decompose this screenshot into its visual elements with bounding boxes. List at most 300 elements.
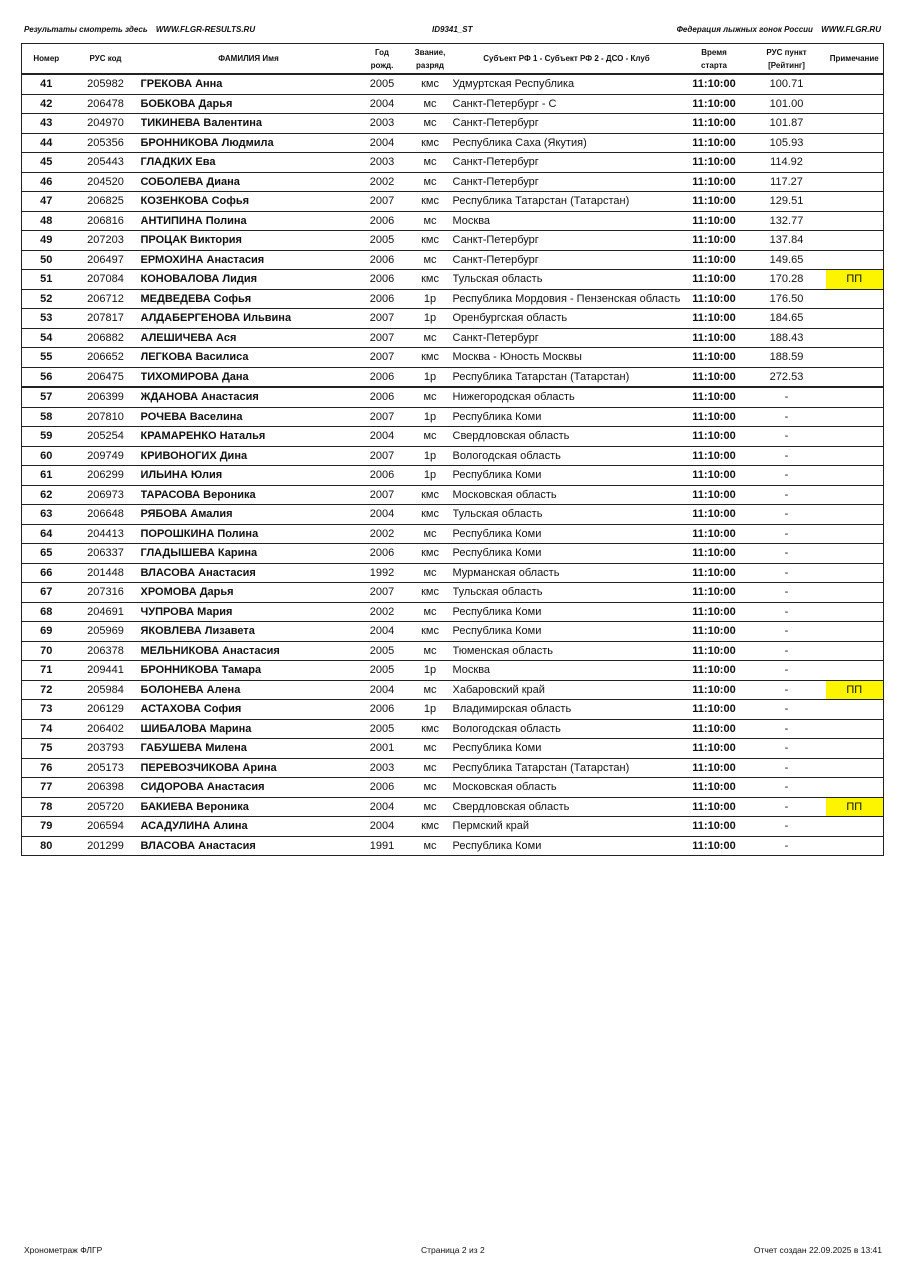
- note: [826, 739, 884, 759]
- birth-year: 2002: [357, 524, 408, 544]
- rus-code: 209441: [71, 661, 141, 681]
- athlete-name: ШИБАЛОВА Марина: [141, 719, 357, 739]
- rating-points: -: [748, 836, 826, 856]
- start-time: 11:10:00: [681, 328, 748, 348]
- athlete-region: Республика Саха (Якутия): [453, 133, 681, 153]
- athlete-number: 53: [22, 309, 71, 329]
- table-row: [22, 250, 884, 270]
- athlete-name: ВЛАСОВА Анастасия: [141, 836, 357, 856]
- start-time: 11:10:00: [681, 231, 748, 251]
- birth-year: 2006: [357, 289, 408, 309]
- athlete-rank: мс: [408, 739, 453, 759]
- note: [826, 367, 884, 387]
- rating-points: 117.27: [748, 172, 826, 192]
- rating-points: 105.93: [748, 133, 826, 153]
- rating-points: 101.00: [748, 94, 826, 114]
- athlete-region: Республика Коми: [453, 466, 681, 486]
- note: [826, 289, 884, 309]
- athlete-region: Тульская область: [453, 583, 681, 603]
- start-time: 11:10:00: [681, 407, 748, 427]
- athlete-name: ПРОЦАК Виктория: [141, 231, 357, 251]
- col-header-code: РУС код: [71, 44, 141, 75]
- birth-year: 2007: [357, 583, 408, 603]
- athlete-number: 79: [22, 817, 71, 837]
- table-row: [22, 367, 884, 387]
- start-time: 11:10:00: [681, 153, 748, 173]
- athlete-rank: кмс: [408, 192, 453, 212]
- footer-timing: Хронометраж ФЛГР: [24, 1245, 103, 1255]
- athlete-rank: кмс: [408, 505, 453, 525]
- athlete-number: 77: [22, 778, 71, 798]
- rus-code: 205720: [71, 797, 141, 817]
- table-row: [22, 524, 884, 544]
- athlete-name: ГРЕКОВА Анна: [141, 74, 357, 94]
- note: [826, 211, 884, 231]
- note: [826, 485, 884, 505]
- start-time: 11:10:00: [681, 250, 748, 270]
- athlete-region: Московская область: [453, 778, 681, 798]
- start-time: 11:10:00: [681, 466, 748, 486]
- start-time: 11:10:00: [681, 836, 748, 856]
- start-time: 11:10:00: [681, 485, 748, 505]
- table-row: [22, 700, 884, 720]
- athlete-name: БРОННИКОВА Тамара: [141, 661, 357, 681]
- note: ПП: [826, 270, 884, 290]
- athlete-rank: мс: [408, 387, 453, 407]
- rus-code: 206299: [71, 466, 141, 486]
- athlete-rank: 1р: [408, 407, 453, 427]
- col-header-rank: Звание, разряд: [408, 44, 453, 75]
- federation-url-link[interactable]: WWW.FLGR.RU: [821, 25, 881, 34]
- note: [826, 348, 884, 368]
- note: [826, 250, 884, 270]
- athlete-region: Санкт-Петербург: [453, 328, 681, 348]
- athlete-region: Санкт-Петербург: [453, 153, 681, 173]
- athlete-name: ТИКИНЕВА Валентина: [141, 114, 357, 134]
- athlete-name: ЕРМОХИНА Анастасия: [141, 250, 357, 270]
- athlete-number: 56: [22, 367, 71, 387]
- birth-year: 2005: [357, 74, 408, 94]
- athlete-name: ГЛАДКИХ Ева: [141, 153, 357, 173]
- athlete-name: ЛЕГКОВА Василиса: [141, 348, 357, 368]
- start-time: 11:10:00: [681, 94, 748, 114]
- note: [826, 94, 884, 114]
- athlete-name: РЯБОВА Амалия: [141, 505, 357, 525]
- birth-year: 2003: [357, 153, 408, 173]
- rating-points: -: [748, 739, 826, 759]
- rus-code: 206337: [71, 544, 141, 564]
- birth-year: 2006: [357, 544, 408, 564]
- birth-year: 2006: [357, 466, 408, 486]
- rus-code: 205173: [71, 758, 141, 778]
- table-row: [22, 797, 884, 817]
- rating-points: 188.59: [748, 348, 826, 368]
- athlete-name: КОНОВАЛОВА Лидия: [141, 270, 357, 290]
- note: [826, 563, 884, 583]
- rating-points: -: [748, 544, 826, 564]
- athlete-number: 71: [22, 661, 71, 681]
- start-time: 11:10:00: [681, 563, 748, 583]
- rating-points: -: [748, 583, 826, 603]
- athlete-rank: 1р: [408, 466, 453, 486]
- athlete-rank: 1р: [408, 367, 453, 387]
- rus-code: 205969: [71, 622, 141, 642]
- rus-code: 204691: [71, 602, 141, 622]
- rating-points: -: [748, 641, 826, 661]
- table-row: [22, 446, 884, 466]
- federation-name: Федерация лыжных гонок России: [676, 25, 813, 34]
- athlete-name: ТИХОМИРОВА Дана: [141, 367, 357, 387]
- rating-points: -: [748, 602, 826, 622]
- athlete-region: Республика Коми: [453, 602, 681, 622]
- athlete-name: СИДОРОВА Анастасия: [141, 778, 357, 798]
- footer-report-date: Отчет создан 22.09.2025 в 13:41: [753, 1245, 882, 1255]
- table-row: [22, 172, 884, 192]
- birth-year: 2007: [357, 192, 408, 212]
- table-row: [22, 348, 884, 368]
- rus-code: 207084: [71, 270, 141, 290]
- athlete-rank: мс: [408, 778, 453, 798]
- note: [826, 153, 884, 173]
- rating-points: 149.65: [748, 250, 826, 270]
- col-header-points: РУС пункт [Рейтинг]: [748, 44, 826, 75]
- table-row: [22, 817, 884, 837]
- birth-year: 2004: [357, 680, 408, 700]
- rus-code: 206648: [71, 505, 141, 525]
- table-row: [22, 427, 884, 447]
- athlete-name: МЕЛЬНИКОВА Анастасия: [141, 641, 357, 661]
- start-time: 11:10:00: [681, 719, 748, 739]
- table-row: [22, 544, 884, 564]
- athlete-region: Москва: [453, 211, 681, 231]
- table-row: [22, 583, 884, 603]
- athlete-number: 50: [22, 250, 71, 270]
- rating-points: -: [748, 817, 826, 837]
- athlete-number: 68: [22, 602, 71, 622]
- athlete-region: Нижегородская область: [453, 387, 681, 407]
- rus-code: 204970: [71, 114, 141, 134]
- athlete-rank: мс: [408, 602, 453, 622]
- table-row: [22, 466, 884, 486]
- athlete-number: 52: [22, 289, 71, 309]
- athlete-region: Московская область: [453, 485, 681, 505]
- rating-points: 184.65: [748, 309, 826, 329]
- table-row: [22, 387, 884, 407]
- athlete-region: Пермский край: [453, 817, 681, 837]
- note: [826, 407, 884, 427]
- rus-code: 203793: [71, 739, 141, 759]
- athlete-number: 63: [22, 505, 71, 525]
- athlete-name: ПОРОШКИНА Полина: [141, 524, 357, 544]
- athlete-rank: кмс: [408, 544, 453, 564]
- note: [826, 661, 884, 681]
- race-id: ID9341_ST: [432, 25, 473, 34]
- birth-year: 1992: [357, 563, 408, 583]
- birth-year: 2004: [357, 133, 408, 153]
- athlete-region: Республика Татарстан (Татарстан): [453, 192, 681, 212]
- start-time: 11:10:00: [681, 602, 748, 622]
- rating-points: 132.77: [748, 211, 826, 231]
- table-row: [22, 485, 884, 505]
- footer-page-number: Страница 2 из 2: [421, 1245, 485, 1255]
- note: [826, 524, 884, 544]
- athlete-rank: 1р: [408, 289, 453, 309]
- athlete-rank: мс: [408, 328, 453, 348]
- athlete-rank: кмс: [408, 133, 453, 153]
- table-row: [22, 192, 884, 212]
- athlete-rank: 1р: [408, 700, 453, 720]
- rating-points: -: [748, 387, 826, 407]
- athlete-region: Тульская область: [453, 270, 681, 290]
- col-header-note: Примечание: [826, 44, 884, 75]
- note: [826, 719, 884, 739]
- table-row: [22, 641, 884, 661]
- results-site-caption: [24, 25, 255, 34]
- athlete-region: Республика Коми: [453, 524, 681, 544]
- athlete-rank: мс: [408, 94, 453, 114]
- start-time: 11:10:00: [681, 739, 748, 759]
- table-row: [22, 739, 884, 759]
- rating-points: -: [748, 485, 826, 505]
- birth-year: 2004: [357, 797, 408, 817]
- start-time: 11:10:00: [681, 680, 748, 700]
- birth-year: 2007: [357, 446, 408, 466]
- rating-points: -: [748, 466, 826, 486]
- rating-points: -: [748, 680, 826, 700]
- athlete-name: БОБКОВА Дарья: [141, 94, 357, 114]
- athlete-name: АСАДУЛИНА Алина: [141, 817, 357, 837]
- note: [826, 544, 884, 564]
- athlete-rank: мс: [408, 680, 453, 700]
- start-time: 11:10:00: [681, 700, 748, 720]
- athlete-name: ЯКОВЛЕВА Лизавета: [141, 622, 357, 642]
- athlete-rank: мс: [408, 153, 453, 173]
- athlete-number: 45: [22, 153, 71, 173]
- start-time: 11:10:00: [681, 778, 748, 798]
- athlete-number: 42: [22, 94, 71, 114]
- results-url-link[interactable]: WWW.FLGR-RESULTS.RU: [155, 25, 256, 34]
- results-label: Результаты смотреть здесь: [24, 25, 148, 34]
- rus-code: 206478: [71, 94, 141, 114]
- birth-year: 2002: [357, 172, 408, 192]
- athlete-region: Санкт-Петербург: [453, 250, 681, 270]
- athlete-number: 74: [22, 719, 71, 739]
- table-row: [22, 758, 884, 778]
- athlete-region: Санкт-Петербург: [453, 172, 681, 192]
- athlete-rank: мс: [408, 563, 453, 583]
- note: [826, 74, 884, 94]
- rus-code: 206398: [71, 778, 141, 798]
- athlete-region: Республика Коми: [453, 407, 681, 427]
- note: ПП: [826, 797, 884, 817]
- rating-points: -: [748, 700, 826, 720]
- birth-year: 2005: [357, 231, 408, 251]
- athlete-name: ТАРАСОВА Вероника: [141, 485, 357, 505]
- athlete-name: БОЛОНЕВА Алена: [141, 680, 357, 700]
- rus-code: 205356: [71, 133, 141, 153]
- rus-code: 207316: [71, 583, 141, 603]
- table-row: [22, 836, 884, 856]
- rus-code: 206129: [71, 700, 141, 720]
- athlete-rank: мс: [408, 427, 453, 447]
- note: [826, 466, 884, 486]
- athlete-region: Удмуртская Республика: [453, 74, 681, 94]
- rus-code: 201299: [71, 836, 141, 856]
- start-time: 11:10:00: [681, 114, 748, 134]
- athlete-rank: мс: [408, 836, 453, 856]
- rating-points: -: [748, 563, 826, 583]
- athlete-number: 58: [22, 407, 71, 427]
- athlete-region: Республика Мордовия - Пензенская область: [453, 289, 681, 309]
- birth-year: 2004: [357, 94, 408, 114]
- athlete-number: 78: [22, 797, 71, 817]
- birth-year: 2003: [357, 758, 408, 778]
- birth-year: 2007: [357, 348, 408, 368]
- athlete-name: АЛЕШИЧЕВА Ася: [141, 328, 357, 348]
- federation-caption: [677, 25, 881, 34]
- rus-code: 206652: [71, 348, 141, 368]
- athlete-name: ГАБУШЕВА Милена: [141, 739, 357, 759]
- athlete-region: Мурманская область: [453, 563, 681, 583]
- rating-points: 170.28: [748, 270, 826, 290]
- athlete-name: ВЛАСОВА Анастасия: [141, 563, 357, 583]
- athlete-number: 43: [22, 114, 71, 134]
- start-time: 11:10:00: [681, 505, 748, 525]
- birth-year: 2006: [357, 270, 408, 290]
- rating-points: -: [748, 407, 826, 427]
- birth-year: 2006: [357, 211, 408, 231]
- rating-points: 188.43: [748, 328, 826, 348]
- birth-year: 2002: [357, 602, 408, 622]
- start-time: 11:10:00: [681, 211, 748, 231]
- athlete-name: АНТИПИНА Полина: [141, 211, 357, 231]
- start-time: 11:10:00: [681, 797, 748, 817]
- athlete-rank: кмс: [408, 231, 453, 251]
- note: [826, 836, 884, 856]
- athlete-rank: мс: [408, 641, 453, 661]
- note: [826, 172, 884, 192]
- table-row: [22, 328, 884, 348]
- start-time: 11:10:00: [681, 367, 748, 387]
- note: [826, 778, 884, 798]
- note: [826, 231, 884, 251]
- birth-year: 2004: [357, 622, 408, 642]
- rus-code: 207810: [71, 407, 141, 427]
- athlete-region: Республика Татарстан (Татарстан): [453, 367, 681, 387]
- athlete-number: 69: [22, 622, 71, 642]
- start-time: 11:10:00: [681, 583, 748, 603]
- rus-code: 206399: [71, 387, 141, 407]
- athlete-region: Санкт-Петербург - С: [453, 94, 681, 114]
- table-row: [22, 309, 884, 329]
- rus-code: 206497: [71, 250, 141, 270]
- rus-code: 206882: [71, 328, 141, 348]
- table-row: [22, 114, 884, 134]
- athlete-region: Москва - Юность Москвы: [453, 348, 681, 368]
- athlete-rank: мс: [408, 797, 453, 817]
- athlete-rank: мс: [408, 114, 453, 134]
- athlete-rank: мс: [408, 172, 453, 192]
- birth-year: 2005: [357, 719, 408, 739]
- start-time: 11:10:00: [681, 289, 748, 309]
- rus-code: 205984: [71, 680, 141, 700]
- athlete-name: КРАМАРЕНКО Наталья: [141, 427, 357, 447]
- athlete-rank: 1р: [408, 446, 453, 466]
- rating-points: -: [748, 661, 826, 681]
- rus-code: 206594: [71, 817, 141, 837]
- birth-year: 1991: [357, 836, 408, 856]
- athlete-rank: кмс: [408, 719, 453, 739]
- birth-year: 2007: [357, 328, 408, 348]
- athlete-region: Свердловская область: [453, 797, 681, 817]
- rus-code: 201448: [71, 563, 141, 583]
- birth-year: 2004: [357, 817, 408, 837]
- rating-points: -: [748, 778, 826, 798]
- athlete-name: ПЕРЕВОЗЧИКОВА Арина: [141, 758, 357, 778]
- athlete-number: 46: [22, 172, 71, 192]
- table-row: [22, 153, 884, 173]
- rating-points: -: [748, 719, 826, 739]
- rus-code: 206973: [71, 485, 141, 505]
- note: [826, 700, 884, 720]
- start-time: 11:10:00: [681, 544, 748, 564]
- rating-points: -: [748, 797, 826, 817]
- note: [826, 622, 884, 642]
- rating-points: 137.84: [748, 231, 826, 251]
- athlete-rank: 1р: [408, 309, 453, 329]
- birth-year: 2007: [357, 309, 408, 329]
- athlete-number: 80: [22, 836, 71, 856]
- athlete-rank: кмс: [408, 583, 453, 603]
- athlete-rank: кмс: [408, 817, 453, 837]
- rus-code: 206816: [71, 211, 141, 231]
- rus-code: 206712: [71, 289, 141, 309]
- athlete-number: 64: [22, 524, 71, 544]
- athlete-region: Оренбургская область: [453, 309, 681, 329]
- rating-points: 272.53: [748, 367, 826, 387]
- athlete-region: Вологодская область: [453, 446, 681, 466]
- rating-points: -: [748, 446, 826, 466]
- rus-code: 206378: [71, 641, 141, 661]
- athlete-region: Республика Коми: [453, 622, 681, 642]
- athlete-number: 55: [22, 348, 71, 368]
- athlete-rank: 1р: [408, 661, 453, 681]
- start-time: 11:10:00: [681, 641, 748, 661]
- athlete-number: 44: [22, 133, 71, 153]
- table-body: [22, 74, 884, 856]
- note: [826, 328, 884, 348]
- athlete-number: 67: [22, 583, 71, 603]
- athlete-rank: мс: [408, 250, 453, 270]
- athlete-rank: мс: [408, 758, 453, 778]
- note: [826, 758, 884, 778]
- rus-code: 209749: [71, 446, 141, 466]
- rating-points: -: [748, 505, 826, 525]
- table-row: [22, 680, 884, 700]
- athlete-name: ИЛЬИНА Юлия: [141, 466, 357, 486]
- athlete-region: Владимирская область: [453, 700, 681, 720]
- athlete-rank: кмс: [408, 485, 453, 505]
- athlete-number: 76: [22, 758, 71, 778]
- start-time: 11:10:00: [681, 524, 748, 544]
- note: [826, 602, 884, 622]
- rus-code: 207203: [71, 231, 141, 251]
- start-time: 11:10:00: [681, 758, 748, 778]
- athlete-rank: мс: [408, 211, 453, 231]
- athlete-region: Республика Коми: [453, 739, 681, 759]
- athlete-region: Республика Коми: [453, 544, 681, 564]
- note: [826, 505, 884, 525]
